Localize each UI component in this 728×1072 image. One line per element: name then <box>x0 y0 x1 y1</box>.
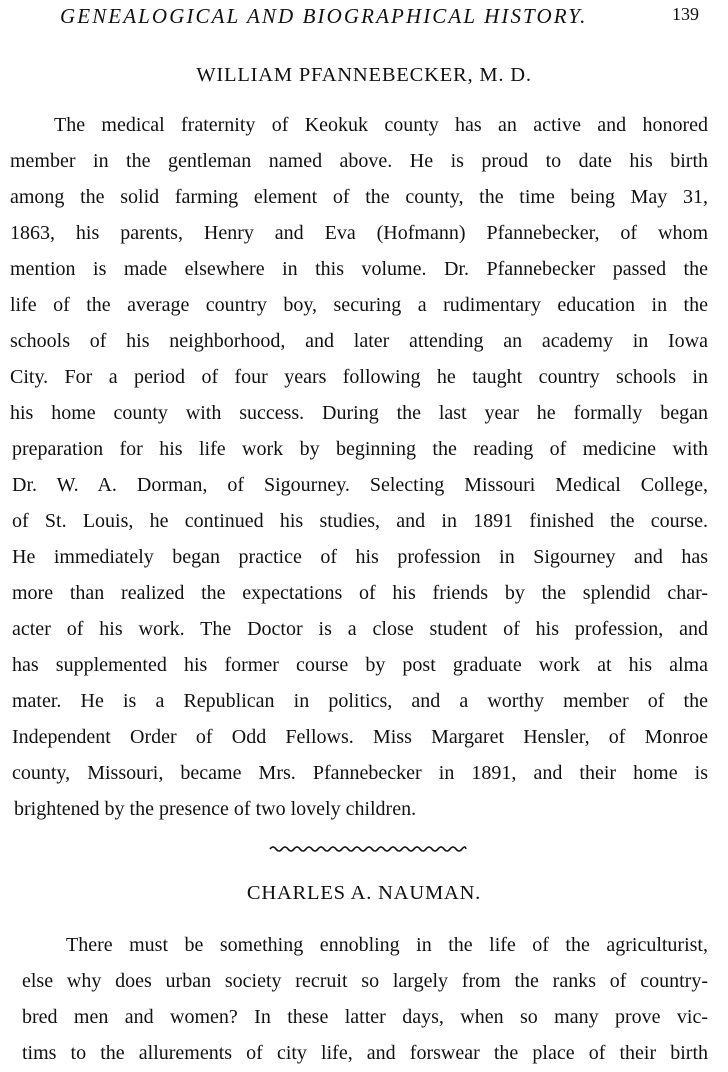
running-head <box>0 0 728 40</box>
article-line: brightened by the presence of two lovely children. <box>14 798 417 820</box>
article-line: tims to the allurements of city life, and forswear the place of their birth <box>22 1042 708 1064</box>
article-line: else why does urban society recruit so largely from the ranks of country- <box>22 970 708 992</box>
article-line: bred men and women? In these latter days, when so many prove vic- <box>22 1006 708 1028</box>
page-number: 139 <box>672 4 699 24</box>
article-title-pfannebecker: WILLIAM PFANNEBECKER, M. D. <box>196 64 532 86</box>
article-line: more than realized the expectations of his friends by the splendid char- <box>12 582 708 604</box>
article-line: has supplemented his former course by post graduate work at his alma <box>12 654 708 676</box>
article-line: county, Missouri, became Mrs. Pfannebecker in 1891, and their home is <box>12 762 708 784</box>
article-line: Independent Order of Odd Fellows. Miss Margaret Hensler, of Monroe <box>12 726 708 748</box>
article-title-nauman: CHARLES A. NAUMAN. <box>246 882 482 904</box>
article-line: He immediately began practice of his profession in Sigourney and has <box>12 546 708 568</box>
article-line: The medical fraternity of Keokuk county has an active and honored <box>54 114 708 136</box>
article-line: 1863, his parents, Henry and Eva (Hofmann) Pfannebecker, of whom <box>10 222 708 244</box>
article-line: among the solid farming element of the county, the time being May 31, <box>10 186 708 208</box>
article-line: City. For a period of four years following he taught country schools in <box>10 366 708 388</box>
running-head-title: GENEALOGICAL AND BIOGRAPHICAL HISTORY. <box>60 4 588 28</box>
article-line: mention is made elsewhere in this volume. Dr. Pfannebecker passed the <box>10 258 708 280</box>
article-line: preparation for his life work by beginning the reading of medicine with <box>12 438 708 460</box>
article-line: life of the average country boy, securing a rudimentary education in the <box>10 294 708 316</box>
article-line: acter of his work. The Doctor is a close student of his profession, and <box>12 618 708 640</box>
article-line: schools of his neighborhood, and later attending an academy in Iowa <box>10 330 708 352</box>
article-line: There must be something ennobling in the life of the agriculturist, <box>66 934 708 956</box>
article-line: member in the gentleman named above. He is proud to date his birth <box>10 150 708 172</box>
article-line: his home county with success. During the last year he formally began <box>10 402 708 424</box>
article-line: of St. Louis, he continued his studies, and in 1891 finished the course. <box>12 510 708 532</box>
article-line: mater. He is a Republican in politics, and a worthy member of the <box>12 690 708 712</box>
section-divider-ornament <box>268 842 468 856</box>
article-line: Dr. W. A. Dorman, of Sigourney. Selecting Missouri Medical College, <box>12 474 708 496</box>
